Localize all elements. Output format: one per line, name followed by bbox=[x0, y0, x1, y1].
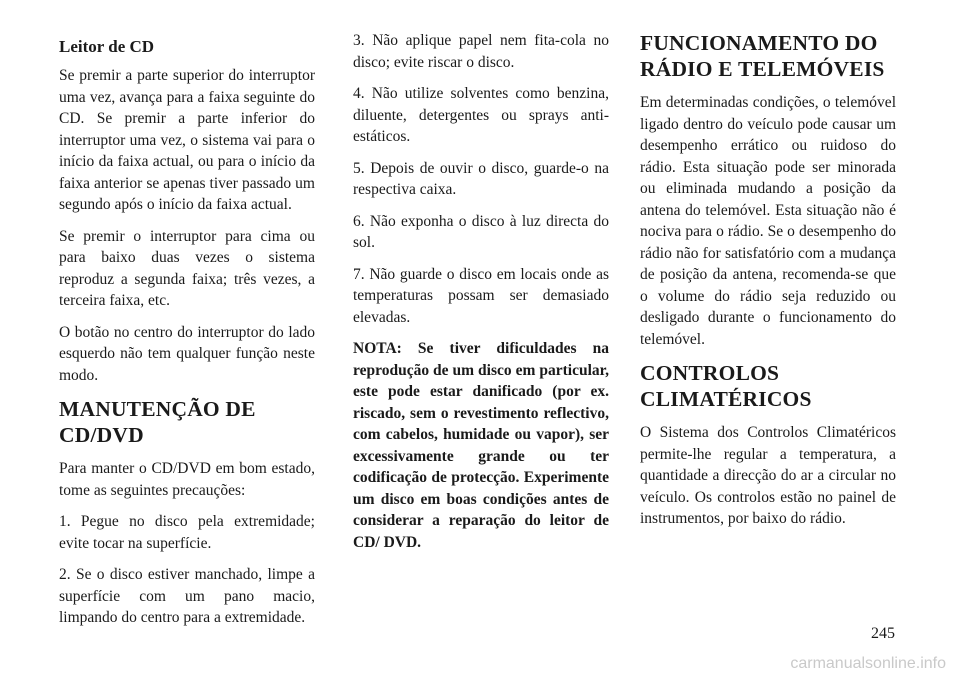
page-number: 245 bbox=[871, 625, 895, 642]
paragraph: Para manter o CD/DVD em bom estado, tome as seguintes precauções: bbox=[59, 460, 315, 499]
watermark: carmanualsonline.info bbox=[790, 655, 946, 672]
list-item: 4. Não utilize solventes como benzina, diluente, detergentes ou sprays anti-estáticos. bbox=[353, 85, 609, 145]
section-heading-cd-player: Leitor de CD bbox=[59, 37, 155, 56]
title-line: MANUTENÇÃO DE bbox=[59, 397, 256, 421]
list-item: 2. Se o disco estiver manchado, limpe a superfície com um pano macio, limpando do centro para a extremidade. bbox=[59, 566, 315, 626]
paragraph: O botão no centro do interruptor do lado esquerdo não tem qualquer função neste modo. bbox=[59, 323, 315, 384]
column-middle bbox=[353, 30, 609, 563]
title-line: CD/DVD bbox=[59, 423, 144, 447]
note-paragraph: NOTA: Se tiver dificuldades na reprodução de um disco em particular, este pode estar danificado (por ex. riscado, sem o revestimento reflectivo, com cabelos, humidade ou vapor), ser excessivamente grande ou ter codificação de protecção. Experimente um disco em boas condições antes de considerar a reparação do leitor de CD/ DVD. bbox=[353, 340, 609, 551]
column-right bbox=[640, 30, 896, 540]
title-line: CONTROLOS bbox=[640, 361, 780, 385]
list-item: 1. Pegue no disco pela extremidade; evite tocar na superfície. bbox=[59, 513, 315, 552]
paragraph: O Sistema dos Controlos Climatéricos permite-lhe regular a temperatura, a quantidade a direcção do ar a circular no veículo. Os controlos estão no painel de instrumentos, por baixo do rádio. bbox=[640, 424, 896, 527]
list-item: 3. Não aplique papel nem fita-cola no disco; evite riscar o disco. bbox=[353, 32, 609, 71]
column-left bbox=[59, 30, 315, 639]
title-line: FUNCIONAMENTO DO bbox=[640, 31, 878, 55]
paragraph: Se premir a parte superior do interruptor uma vez, avança para a faixa seguinte do CD. Se premir a parte inferior do interruptor uma vez, o sistema vai para o início da faixa actual, ou para o início da faixa anterior se apenas tiver passado um segundo após o início da faixa actual. bbox=[59, 67, 315, 213]
section-title-radio-phones bbox=[640, 30, 896, 82]
list-item: 5. Depois de ouvir o disco, guarde-o na respectiva caixa. bbox=[353, 159, 609, 198]
section-title-cd-dvd-maintenance bbox=[59, 396, 315, 448]
paragraph: Se premir o interruptor para cima ou para baixo duas vezes o sistema reproduz a segunda faixa; três vezes, a terceira faixa, etc. bbox=[59, 227, 315, 309]
list-item: 7. Não guarde o disco em locais onde as temperaturas possam ser demasiado elevadas. bbox=[353, 265, 609, 326]
paragraph: Em determinadas condições, o telemóvel ligado dentro do veículo pode causar um desempenho errático ou ruidoso do rádio. Esta situação pode ser minorada ou eliminada mudando a posição da antena do telemóvel. Esta situação não é nociva para o rádio. Se o desempenho do rádio não for satisfatório com a mudança de posição da antena, recomenda-se que o volume do rádio seja reduzido ou desligado durante o funcionamento do telemóvel. bbox=[640, 94, 896, 348]
list-item: 6. Não exponha o disco à luz directa do sol. bbox=[353, 212, 609, 251]
section-title-climate-controls bbox=[640, 360, 896, 412]
title-line: CLIMATÉRICOS bbox=[640, 387, 812, 411]
title-line: RÁDIO E TELEMÓVEIS bbox=[640, 57, 885, 81]
